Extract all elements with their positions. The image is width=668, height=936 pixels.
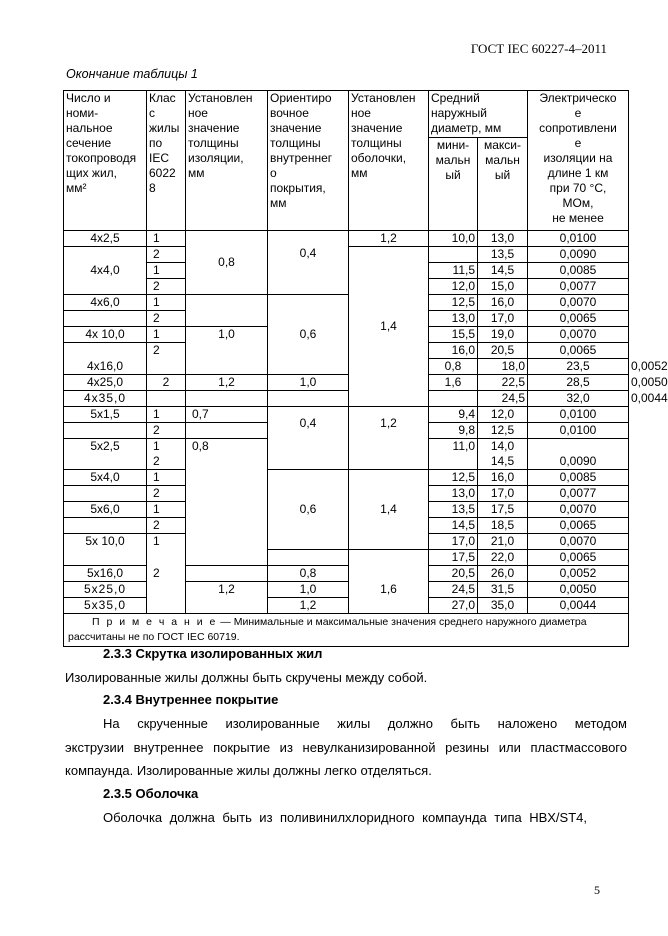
- cell-resistance: [528, 439, 629, 455]
- cell-resistance: 0,0052: [528, 566, 629, 582]
- cell-insulation: 1,0: [186, 327, 268, 375]
- cell-max: 22,0: [478, 550, 528, 566]
- cell-section: 5x25,0: [64, 582, 147, 598]
- cell-max: 32,0: [528, 391, 629, 407]
- cell-min: 14,5: [429, 518, 478, 534]
- cell-class: 2: [147, 486, 186, 502]
- cell-section: [64, 311, 147, 327]
- cell-section: 4x35,0: [64, 391, 147, 407]
- cell-insulation: 0,7: [186, 407, 268, 423]
- cell-max: 14,0: [478, 439, 528, 455]
- header-cross-section: Число и номи- нальное сечение токопроводя щих жил, мм²: [64, 91, 147, 231]
- cell-inner-covering: 1,2: [268, 598, 349, 614]
- cell-min: 15,5: [429, 327, 478, 343]
- table-row: 0,8 18,0 23,5 0,0052: [64, 359, 629, 375]
- cell-section: 4x6,0: [64, 295, 147, 311]
- cell-class: 1: [147, 470, 186, 486]
- cell-min: 22,5: [478, 375, 528, 391]
- cell-sheath: 1,6: [349, 566, 429, 614]
- section-2-3-4-line-2: экструзии внутреннее покрытие из невулканизированной резины или пластмассового: [65, 740, 627, 755]
- cell-class: 1: [147, 407, 186, 423]
- cell-resistance: 0,0100: [528, 231, 629, 247]
- cell-resistance: 0,0065: [528, 518, 629, 534]
- cell-resistance: 0,0065: [528, 343, 629, 359]
- cell-sheath: 1,2: [349, 231, 429, 247]
- table-caption: Окончание таблицы 1: [66, 67, 198, 81]
- cell-class: 2: [147, 247, 186, 263]
- cell-resistance: 0,0070: [528, 534, 629, 550]
- cell-class: 2: [147, 454, 186, 470]
- cell-inner-covering: 1,0: [268, 582, 349, 598]
- cell-max: 12,5: [478, 423, 528, 439]
- table-note: [64, 614, 629, 647]
- header-insulation-resistance: Электрическо е сопротивлени е изоляции на длине 1 км при 70 °С, МОм, не менее: [528, 91, 629, 231]
- cell-inner-covering: 0,4: [268, 231, 349, 295]
- cell-min: 13,5: [429, 502, 478, 518]
- cell-inner-covering: 0,6: [268, 470, 349, 550]
- table-row: [64, 566, 629, 582]
- cell-section: 4x 10,0: [64, 327, 147, 343]
- cell-section: [64, 518, 147, 534]
- cell-max: 17,5: [478, 502, 528, 518]
- cell-class: 2: [147, 279, 186, 295]
- header-insulation-thickness: Установлен ное значение толщины изоляции, мм: [186, 91, 268, 231]
- cell-insulation: 1,2: [186, 375, 268, 391]
- document-standard-header: ГОСТ IEC 60227-4–2011: [470, 41, 607, 56]
- cell-min: 24,5: [478, 391, 528, 407]
- note-text: — Минимальные и максимальные значения среднего наружного диаметра рассчитаны не по ГОСТ IEC 60719.: [68, 616, 587, 643]
- cell-min: 9,4: [429, 407, 478, 423]
- cell-min: 17,0: [429, 534, 478, 550]
- cell-sheath: 1,2: [349, 407, 429, 470]
- cell-min: 11,0: [429, 439, 478, 455]
- page-number: 5: [594, 883, 600, 897]
- cell-max: 28,5: [528, 375, 629, 391]
- header-class: Клас с жилы по IEC 6022 8: [147, 91, 186, 231]
- cell-max: 35,0: [478, 598, 528, 614]
- cell-min: 12,0: [429, 279, 478, 295]
- table-row: [64, 470, 629, 486]
- cell-inner-covering: 0,8: [429, 359, 478, 375]
- cell-max: 21,0: [478, 534, 528, 550]
- cell-sheath: 1,6: [429, 375, 478, 391]
- cell-min: 17,5: [429, 550, 478, 566]
- section-2-3-4-line-1: На скрученные изолированные жилы должно быть наложено методом: [103, 716, 627, 731]
- cell-resistance: 0,0090: [528, 247, 629, 263]
- cell-insulation: 1,2: [186, 582, 268, 614]
- table-row: [64, 407, 629, 423]
- table-row: [64, 295, 629, 311]
- header-inner-covering-thickness: Ориентиро вочное значение толщины внутреннег о покрытия, мм: [268, 91, 349, 231]
- table-row: 4x35,0 24,5 32,0 0,0044: [64, 391, 629, 407]
- cell-max: 19,0: [478, 327, 528, 343]
- cell-max: 15,0: [478, 279, 528, 295]
- cell-min: 10,0: [429, 231, 478, 247]
- cell-sheath: [429, 391, 478, 407]
- cell-resistance: 0,0044: [528, 598, 629, 614]
- section-2-3-3-text: Изолированные жилы должны быть скручены между собой.: [65, 670, 428, 685]
- cell-section: 5x4,0: [64, 470, 147, 486]
- section-2-3-5-title: 2.3.5 Оболочка: [103, 786, 199, 801]
- cell-inner-covering: 0,8: [268, 566, 349, 582]
- cell-section: 5x2,5: [64, 439, 147, 470]
- cell-max: 16,0: [478, 295, 528, 311]
- cell-class: 2: [147, 518, 186, 534]
- cell-class: 2: [147, 311, 186, 327]
- cell-class: 1: [147, 295, 186, 311]
- cell-max: 13,0: [478, 231, 528, 247]
- section-2-3-3-title: 2.3.3 Скрутка изолированных жил: [103, 646, 323, 661]
- cell-inner-covering: 0,4: [268, 407, 349, 470]
- cell-min: 18,0: [478, 359, 528, 375]
- cell-max: 14,5: [478, 263, 528, 279]
- section-2-3-5-line-1: Оболочка должна быть из поливинилхлоридного компаунда типа HBX/ST4,: [103, 810, 587, 825]
- cell-section: 4x16,0: [64, 343, 147, 375]
- cell-max: 31,5: [478, 582, 528, 598]
- cell-resistance: 0,0070: [528, 502, 629, 518]
- cell-inner-covering: 0,6: [268, 295, 349, 375]
- cell-insulation: [186, 391, 268, 407]
- table-row: 4x25,0 2 1,2 1,0 1,6 22,5 28,5 0,0050: [64, 375, 629, 391]
- section-2-3-4-line-3: компаунда. Изолированные жилы должны легко отделяться.: [65, 763, 432, 778]
- cell-class: [147, 550, 186, 566]
- header-mean-diameter: Средний наружный диаметр, мм: [429, 91, 528, 138]
- cell-resistance: 0,0085: [528, 263, 629, 279]
- cell-max: 26,0: [478, 566, 528, 582]
- cell-section: 5x1,5: [64, 407, 147, 423]
- cell-max: 20,5: [478, 343, 528, 359]
- cell-class: 1: [147, 231, 186, 247]
- cell-insulation: 0,8: [186, 439, 268, 566]
- cell-inner-covering: 1,0: [268, 375, 349, 391]
- cell-section: 4x2,5: [64, 231, 147, 247]
- cell-class: 2: [147, 423, 186, 439]
- cell-class: 1: [147, 263, 186, 279]
- cell-class: [147, 391, 186, 407]
- cell-section: 4x25,0: [64, 375, 147, 391]
- cell-section: [64, 486, 147, 502]
- cell-section: [64, 423, 147, 439]
- cell-class: 2: [147, 343, 186, 375]
- cell-inner-covering: [268, 391, 349, 407]
- cell-resistance: 0,0090: [528, 454, 629, 470]
- cell-insulation: [186, 566, 268, 582]
- cell-max: 16,0: [478, 470, 528, 486]
- cell-max: 17,0: [478, 311, 528, 327]
- cell-insulation: [186, 423, 268, 439]
- cell-max: 18,5: [478, 518, 528, 534]
- section-2-3-4-title: 2.3.4 Внутреннее покрытие: [103, 692, 279, 707]
- cell-resistance: 0,0065: [528, 550, 629, 566]
- cell-min: 12,5: [429, 470, 478, 486]
- cell-section: 5x6,0: [64, 502, 147, 518]
- cell-min: [429, 454, 478, 470]
- cell-resistance: 0,0077: [528, 486, 629, 502]
- cell-min: 13,0: [429, 486, 478, 502]
- cell-min: 16,0: [429, 343, 478, 359]
- header-diameter-min: мини- мальн ый: [429, 138, 478, 231]
- cell-resistance: 0,0050: [528, 582, 629, 598]
- table-row: [64, 231, 629, 247]
- cell-resistance: 0,0070: [528, 295, 629, 311]
- cell-min: 20,5: [429, 566, 478, 582]
- cell-sheath: [349, 550, 429, 566]
- cell-min: [429, 247, 478, 263]
- cable-parameters-table: [63, 90, 668, 647]
- cell-min: 11,5: [429, 263, 478, 279]
- cell-class: 1: [147, 439, 186, 455]
- cell-section: [64, 550, 147, 566]
- cell-insulation: [186, 295, 268, 327]
- cell-resistance: 0,0070: [528, 327, 629, 343]
- cell-insulation: 0,8: [186, 231, 268, 295]
- cell-class: 1: [147, 327, 186, 343]
- cell-class: 2: [147, 375, 186, 391]
- cell-min: 9,8: [429, 423, 478, 439]
- cell-section: 5x35,0: [64, 598, 147, 614]
- cell-resistance: 0,0085: [528, 470, 629, 486]
- cell-class: 1: [147, 534, 186, 550]
- header-diameter-max: макси- мальн ый: [478, 138, 528, 231]
- cell-max: 17,0: [478, 486, 528, 502]
- cell-section: 5x16,0: [64, 566, 147, 582]
- cell-min: 13,0: [429, 311, 478, 327]
- table-note-row: [64, 614, 629, 647]
- note-label: П р и м е ч а н и е: [92, 616, 218, 628]
- cell-min: 27,0: [429, 598, 478, 614]
- cell-resistance: 0,0100: [528, 423, 629, 439]
- cell-class: 1: [147, 502, 186, 518]
- header-sheath-thickness: Установлен ное значение толщины оболочки, мм: [349, 91, 429, 231]
- cell-sheath: 1,4: [349, 470, 429, 550]
- cell-sheath: 1,4: [349, 247, 429, 407]
- cell-resistance: 0,0065: [528, 311, 629, 327]
- cell-section: 4x4,0: [64, 247, 147, 295]
- cell-min: 24,5: [429, 582, 478, 598]
- cell-resistance: 0,0100: [528, 407, 629, 423]
- cell-min: 12,5: [429, 295, 478, 311]
- cell-inner-covering: [268, 550, 349, 566]
- cell-class: 2: [147, 566, 186, 614]
- cell-max: 13,5: [478, 247, 528, 263]
- cell-resistance: 0,0077: [528, 279, 629, 295]
- cell-max: 12,0: [478, 407, 528, 423]
- table-row: [64, 550, 629, 566]
- cell-max: 23,5: [528, 359, 629, 375]
- cell-section: 5x 10,0: [64, 534, 147, 550]
- cell-max: 14,5: [478, 454, 528, 470]
